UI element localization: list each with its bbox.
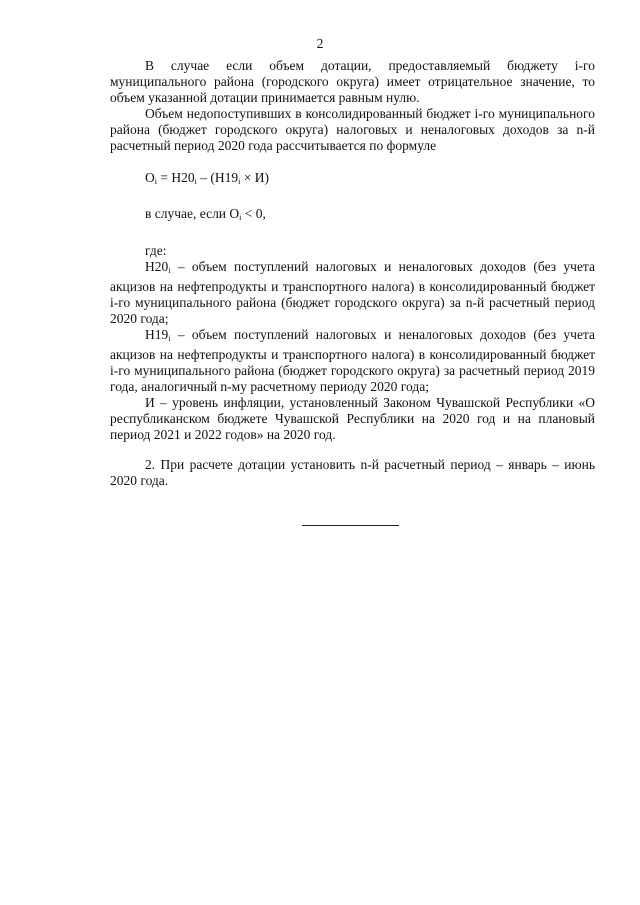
formula-o-subscript: i xyxy=(154,177,157,186)
definition-h19-symbol: Н19 xyxy=(145,327,169,342)
end-separator-line xyxy=(302,525,399,526)
definition-h19 xyxy=(110,327,595,395)
definition-h20-text: – объем поступлений налоговых и неналоговых доходов (без учета акцизов на нефтепродукты и транспортного налога) в консолидированный бюджет i-го муниципального района (бюджет городского округа) за n-й расчетный период 2020 года; xyxy=(110,259,595,326)
definition-h19-text: – объем поступлений налоговых и неналоговых доходов (без учета акцизов на нефтепродукты и транспортного налога) в консолидированный бюджет i-го муниципального района (бюджет городского округа) за расчетный период 2019 года, аналогичный n-му расчетному периоду 2020 года; xyxy=(110,327,595,394)
formula-minus-part: – (Н19 xyxy=(196,170,239,185)
condition-subscript: i xyxy=(239,213,242,222)
paragraph-shortfall-definition: Объем недопоступивших в консолидированный бюджет i-го муниципального района (бюджет городского округа) налоговых и неналоговых доходов за n-й расчетный период 2020 года рассчитывается по формуле xyxy=(110,106,595,153)
formula xyxy=(110,170,595,190)
definition-h20-subscript: i xyxy=(168,266,171,275)
formula-h20-subscript: i xyxy=(194,177,197,186)
definition-h20-symbol: Н20 xyxy=(145,259,169,274)
definition-inflation: И – уровень инфляции, установленный Законом Чувашской Республики «О республиканском бюджете Чувашской Республики на 2020 год и на плановый период 2021 и 2022 годов» на 2020 год. xyxy=(110,395,595,442)
formula-eq-part: = Н20 xyxy=(156,170,195,185)
formula-condition xyxy=(110,206,595,226)
where-label: где: xyxy=(145,243,167,258)
document-body xyxy=(110,58,595,489)
formula-tail: × И) xyxy=(240,170,269,185)
formula-o-symbol: О xyxy=(145,170,155,185)
paragraph-negative-subsidy: В случае если объем дотации, предоставляемый бюджету i-го муниципального района (городского округа) имеет отрицательное значение, то объем указанной дотации принимается равным нулю. xyxy=(110,58,595,105)
definition-h19-subscript: i xyxy=(168,334,171,343)
condition-prefix: в случае, если О xyxy=(145,206,240,221)
item-2-calculation-period: 2. При расчете дотации установить n-й расчетный период – январь – июнь 2020 года. xyxy=(110,457,595,488)
formula-h19-subscript: i xyxy=(238,177,241,186)
page-number: 2 xyxy=(316,36,324,51)
definition-h20 xyxy=(110,259,595,327)
condition-suffix: < 0, xyxy=(241,206,266,221)
